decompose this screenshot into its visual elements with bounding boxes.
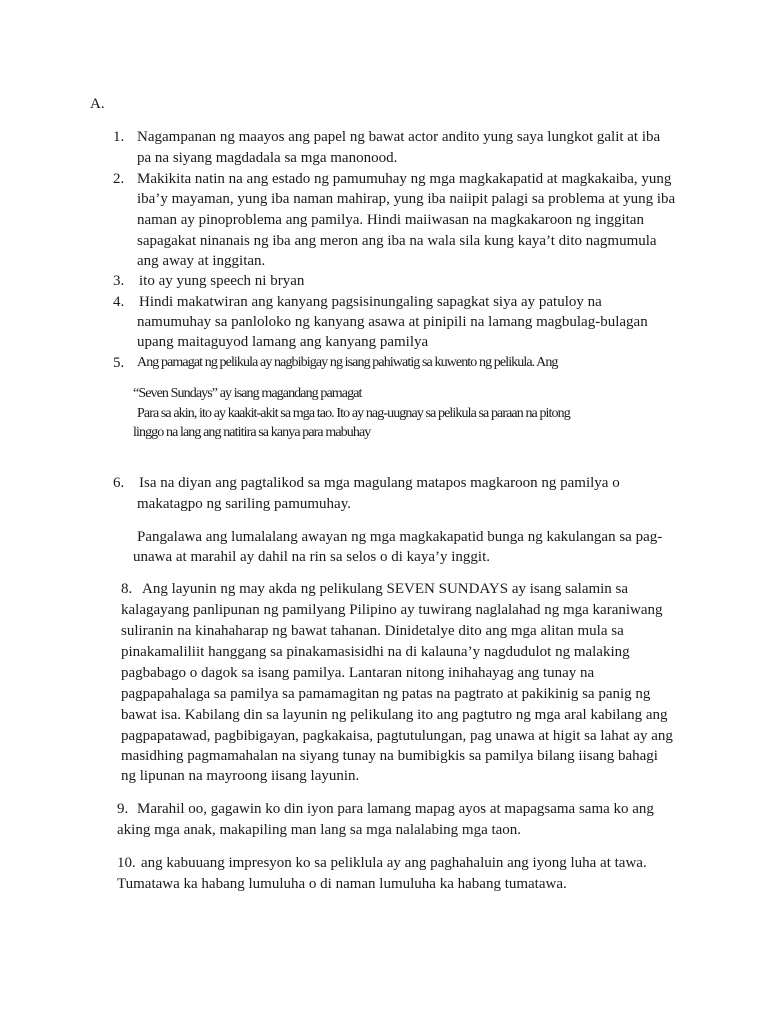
item-5-line-1: Ang pamagat ng pelikula ay nagbibigay ng isang pahiwatig sa kuwento ng pelikula. Ang xyxy=(137,355,558,370)
item-3-number: 3. xyxy=(113,273,125,289)
item-5-line-3: Para sa akin, ito ay kaakit-akit sa mga tao. Ito ay nag-uugnay sa pelikula sa paraan na pitong xyxy=(137,406,570,421)
item-5-line-4: linggo na lang ang natitira sa kanya para mabuhay xyxy=(133,425,371,440)
item-1-number: 1. xyxy=(113,129,125,145)
item-8-line-8: pagpapatawad, pagbibigayan, pagkakaisa, pagtutulungan, pag unawa at higit sa lahat ay ang xyxy=(121,728,673,744)
item-4-number: 4. xyxy=(113,294,125,310)
item-2-line-2: iba’y mayaman, yung iba naman mahirap, yung iba naiipit palagi sa problema at yung iba xyxy=(137,191,676,207)
item-8-line-1: Ang layunin ng may akda ng pelikulang SEVEN SUNDAYS ay isang salamin sa xyxy=(142,581,629,597)
item-10-line-1: ang kabuuang impresyon ko sa peliklula ay ang paghahaluin ang iyong luha at tawa. xyxy=(141,855,647,871)
item-6-line-2: makatagpo ng sariling pamumuhay. xyxy=(137,496,351,512)
item-10-line-2: Tumatawa ka habang lumuluha o di naman lumuluha ka habang tumatawa. xyxy=(117,876,567,892)
item-8-line-7: bawat isa. Kabilang din sa layunin ng pelikulang ito ang pagtutro ng mga aral kabilang ang xyxy=(121,707,668,723)
item-8-line-6: pagpapahalaga sa pamilya sa pamamagitan ng patas na pagtrato at pakikinig sa panig ng xyxy=(121,686,651,702)
item-6-line-1: Isa na diyan ang pagtalikod sa mga magulang matapos magkaroon ng pamilya o xyxy=(139,475,620,491)
item-9-number: 9. xyxy=(117,801,129,817)
section-label: A. xyxy=(90,96,105,112)
item-9-line-2: aking mga anak, makapiling man lang sa mga nalalabing mga taon. xyxy=(117,822,522,838)
item-8-number: 8. xyxy=(121,581,133,597)
item-8-line-2: kalagayang panlipunan ng pamilyang Pilipino ay tuwirang naglalahad ng mga karaniwang xyxy=(121,602,663,618)
item-2-line-5: ang away at inggitan. xyxy=(137,253,266,269)
item-4-line-1: Hindi makatwiran ang kanyang pagsisinungaling sapagkat siya ay patuloy na xyxy=(139,294,602,310)
item-8-line-5: pagbabago o dagok sa isang pamilya. Lantaran nitong inihahayag ang tunay na xyxy=(121,665,595,681)
item-5-line-2: “Seven Sundays” ay isang magandang pamagat xyxy=(133,386,362,401)
item-10-number: 10. xyxy=(117,855,136,871)
item-8-line-9: masidhing pagmamahalan na siyang tunay na bumibigkis sa pamilya bilang iisang bahagi xyxy=(121,748,658,764)
item-8-line-4: pinakamaliliit hanggang sa pinakamasisidhi na di kalauna’y nagdudulot ng malaking xyxy=(121,644,630,660)
item-4-line-2: namumuhay sa panloloko ng kanyang asawa at pinipili na lamang magbulag-bulagan xyxy=(137,314,648,330)
item-6-line-3: Pangalawa ang lumalalang awayan ng mga magkakapatid bunga ng kakulangan sa pag- xyxy=(137,529,663,545)
item-4-line-3: upang maitaguyod lamang ang kanyang pamilya xyxy=(137,334,429,350)
item-1-line-2: pa na siyang magdadala sa mga manonood. xyxy=(137,150,398,166)
item-5-number: 5. xyxy=(113,355,125,371)
item-6-line-4: unawa at marahil ay dahil na rin sa selos o di kaya’y inggit. xyxy=(133,549,490,565)
item-1-line-1: Nagampanan ng maayos ang papel ng bawat actor andito yung saya lungkot galit at iba xyxy=(137,129,661,145)
item-6-number: 6. xyxy=(113,475,125,491)
item-2-number: 2. xyxy=(113,171,125,187)
item-8-line-3: suliranin na kinahaharap ng bawat tahanan. Dinidetalye dito ang mga alitan mula sa xyxy=(121,623,624,639)
item-2-line-1: Makikita natin na ang estado ng pamumuhay ng mga magkakapatid at magkakaiba, yung xyxy=(137,171,672,187)
item-3-line-1: ito ay yung speech ni bryan xyxy=(139,273,305,289)
item-2-line-3: naman ay pinoproblema ang pamilya. Hindi maiiwasan na magkakaroon ng inggitan xyxy=(137,212,644,228)
item-2-line-4: sapagakat ninanais ng iba ang meron ang iba na wala sila kung kaya’t dito nagmumula xyxy=(137,233,657,249)
item-8-line-10: ng lipunan na mayroong iisang layunin. xyxy=(121,768,360,784)
item-9-line-1: Marahil oo, gagawin ko din iyon para lamang mapag ayos at mapagsama sama ko ang xyxy=(137,801,654,817)
